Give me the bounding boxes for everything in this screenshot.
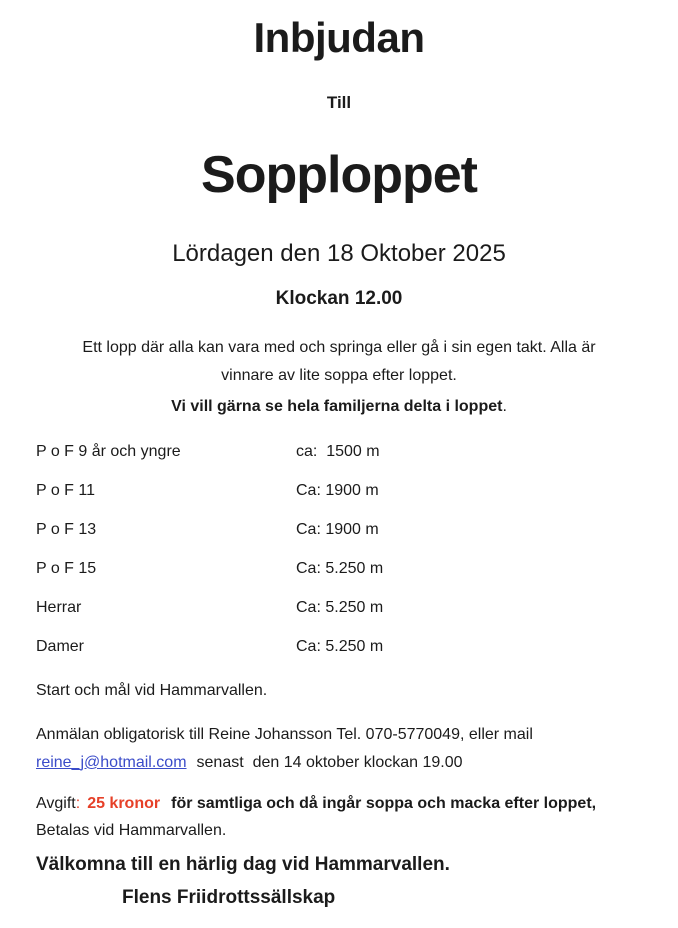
race-distance: Ca: 5.250 m (296, 560, 384, 577)
fee-line-2: Betalas vid Hammarvallen. (36, 822, 227, 839)
fee-description: för samtliga och då ingår soppa och macka efter loppet, (171, 795, 597, 812)
event-name: Sopploppet (201, 146, 477, 204)
table-row (36, 520, 642, 559)
event-date: Lördagen den 18 Oktober 2025 (172, 240, 506, 267)
race-distance: Ca: 1900 m (296, 482, 379, 499)
race-distance: Ca: 5.250 m (296, 599, 384, 616)
table-row (36, 559, 642, 598)
race-distance: Ca: 5.250 m (296, 638, 384, 655)
document-subtitle: Till (326, 93, 352, 112)
race-category: P o F 15 (36, 560, 97, 577)
fee-colon: : (75, 795, 81, 812)
registration-paragraph (36, 721, 642, 777)
distance-table (36, 442, 642, 676)
race-category: Damer (36, 638, 85, 655)
closing-line: Välkomna till en härlig dag vid Hammarvallen. (36, 854, 450, 875)
registration-line-1: Anmälan obligatorisk till Reine Johansson Tel. 070-5770049, eller mail (36, 726, 533, 743)
intro-line-1: Ett lopp där alla kan vara med och springa eller gå i sin egen takt. Alla är (82, 339, 596, 356)
race-category: Herrar (36, 599, 82, 616)
registration-line-2 (36, 749, 642, 777)
signature-line: Flens Friidrottssällskap (122, 887, 336, 908)
fee-label: Avgift (36, 795, 76, 812)
family-participation-line (36, 398, 642, 416)
intro-line-2: vinnare av lite soppa efter loppet. (221, 367, 457, 384)
registration-deadline: senast den 14 oktober klockan 19.00 (196, 754, 463, 771)
fee-paragraph (36, 790, 642, 844)
fee-amount: 25 kronor (87, 795, 161, 812)
table-row (36, 598, 642, 637)
family-participation-bold-text: Vi vill gärna se hela familjerna delta i loppet (171, 398, 503, 415)
race-category: P o F 13 (36, 521, 97, 538)
event-time: Klockan 12.00 (275, 288, 403, 309)
table-row (36, 637, 642, 676)
table-row (36, 442, 642, 481)
start-finish-line: Start och mål vid Hammarvallen. (36, 682, 268, 699)
intro-paragraph (36, 334, 642, 390)
fee-line-1 (36, 790, 642, 817)
race-distance: ca: 1500 m (296, 443, 380, 460)
family-participation-suffix: . (502, 398, 507, 415)
race-category: P o F 11 (36, 482, 95, 499)
email-link[interactable]: reine_j@hotmail.com (36, 754, 187, 771)
race-distance: Ca: 1900 m (296, 521, 379, 538)
table-row (36, 481, 642, 520)
document-title: Inbjudan (253, 14, 425, 61)
race-category: P o F 9 år och yngre (36, 443, 181, 460)
